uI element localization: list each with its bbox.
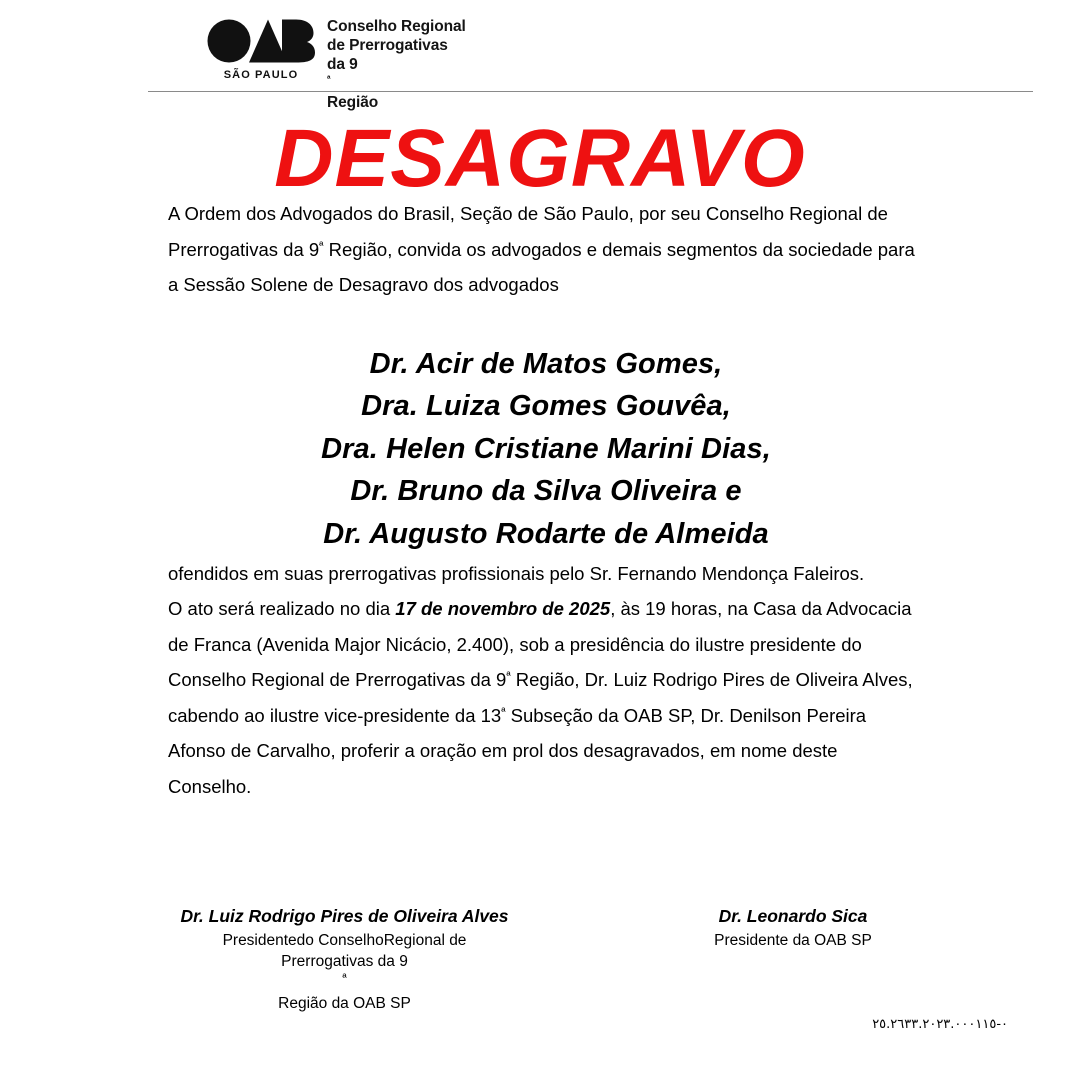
offended-paragraph: ofendidos em suas prerrogativas profissionais pelo Sr. Fernando Mendonça Faleiros. (168, 562, 865, 584)
signature-left (172, 906, 517, 1015)
council-line-1: Conselho Regional (327, 18, 466, 35)
oab-logo-state-label: SÃO PAULO (223, 69, 299, 81)
event-paragraph (168, 591, 924, 804)
intro-ordinal: ª (319, 239, 324, 252)
signature-left-role-ordinal: ª (342, 971, 347, 984)
event-text-part4: Subseção da OAB SP, Dr. Denilson Pereira Afonso de Carvalho, proferir a oração em prol dos desagravados, em nome deste Conselho. (168, 704, 867, 797)
signature-left-role-line2 (172, 952, 517, 1015)
signature-right-role (642, 931, 944, 952)
signature-right-role-line1: Presidente da OAB SP (714, 931, 872, 949)
signature-right-name: Dr. Leonardo Sica (718, 906, 868, 926)
honored-name: Dr. Acir de Matos Gomes, (369, 347, 723, 380)
signature-right (642, 906, 944, 1015)
signature-left-role-line1: Presidentedo ConselhoRegional de (222, 931, 467, 949)
honored-name: Dra. Helen Cristiane Marini Dias, (321, 432, 771, 465)
event-ordinal-9: ª (506, 670, 511, 683)
signature-left-role-line2-post: Região da OAB SP (278, 994, 411, 1012)
oab-letters-icon (207, 14, 315, 68)
event-date: 17 de novembro de 2025 (395, 598, 611, 620)
honored-name: Dr. Bruno da Silva Oliveira e (350, 475, 742, 508)
honored-name: Dra. Luiza Gomes Gouvêa, (361, 390, 731, 423)
council-line-3-ordinal: ª (327, 73, 331, 85)
signature-block (0, 906, 1080, 1015)
document-body (168, 196, 924, 804)
header-divider (148, 91, 1033, 92)
council-line-3-pre: da 9 (327, 55, 358, 73)
oab-logo-council-text (327, 18, 466, 113)
document-reference-code: ٢٥.٢٦٣٣.٢٠٢٣.٠٠٠١١٥-٠ (872, 1017, 1008, 1032)
event-text-part1: O ato será realizado no dia (168, 598, 396, 620)
council-line-3-post: Região (327, 93, 379, 111)
event-text-part2: , às 19 horas, na Casa da Advocacia de Franca (Avenida Major Nicácio, 2.400), sob a presidência do ilustre presidente do Conselho Regional de Prerrogativas da 9 (168, 598, 912, 691)
signature-left-name: Dr. Luiz Rodrigo Pires de Oliveira Alves (180, 906, 509, 926)
event-text-part3: Região, Dr. Luiz Rodrigo Pires de Oliveira Alves, cabendo ao ilustre vice-presidente da 13 (168, 669, 913, 726)
document-header (0, 0, 1080, 111)
intro-paragraph (168, 196, 924, 303)
signature-left-role-line2-pre: Prerrogativas da 9 (281, 952, 408, 970)
council-line-2: de Prerrogativas (327, 36, 448, 54)
intro-text-part2: Região, convida os advogados e demais segmentos da sociedade para a Sessão Solene de Desagravo dos advogados (168, 238, 915, 296)
oab-logo (207, 14, 466, 113)
intro-text-part1: A Ordem dos Advogados do Brasil, Seção de São Paulo, por seu Conselho Regional de Prerrogativas da 9 (168, 203, 888, 260)
honored-names-list (168, 343, 924, 556)
page-title: DESAGRAVO (274, 113, 806, 204)
oab-logo-mark (207, 14, 315, 81)
signature-left-role (172, 931, 517, 1015)
event-ordinal-13: ª (501, 705, 506, 718)
honored-name: Dr. Augusto Rodarte de Almeida (323, 518, 769, 551)
